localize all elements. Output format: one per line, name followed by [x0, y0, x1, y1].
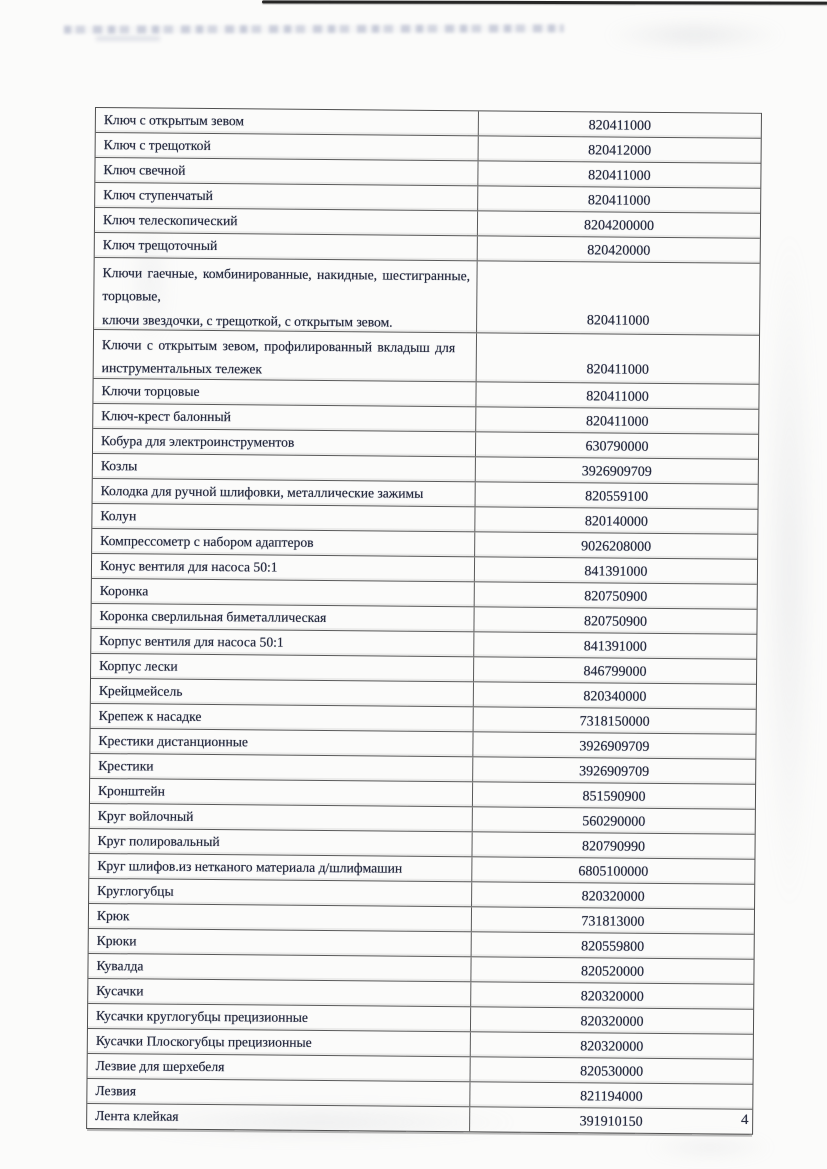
item-name-cell: [94, 258, 477, 332]
item-code: 820320000: [471, 882, 754, 908]
table-row: [94, 257, 760, 335]
item-name-cell: [91, 604, 473, 631]
item-name-cell: [88, 1004, 470, 1031]
item-code: 820411000: [476, 261, 760, 334]
item-name-cell: [95, 158, 477, 185]
item-name-line: Лента клейкая: [95, 1108, 179, 1124]
item-name-cell: [89, 854, 471, 881]
item-code: 820559800: [471, 932, 754, 958]
item-name-line: Круглогубцы: [97, 883, 174, 899]
item-code: 820420000: [477, 236, 760, 262]
item-code: 820520000: [470, 957, 753, 983]
item-code: 820411000: [475, 382, 758, 408]
item-name-cell: [96, 108, 478, 135]
item-code: 841391000: [474, 557, 757, 583]
item-code: 820320000: [470, 1007, 753, 1033]
item-name-line: ключи звездочки, с трещоткой, с открытым зевом.: [102, 311, 393, 330]
item-code: 820320000: [470, 982, 753, 1008]
item-code: 6805100000: [471, 857, 754, 883]
item-name-cell: [91, 629, 473, 656]
item-name-cell: [88, 1029, 470, 1056]
item-name-line: Компрессометр с набором адаптеров: [100, 533, 314, 550]
item-name-cell: [89, 929, 471, 956]
item-code: 9026208000: [474, 532, 757, 558]
item-name-cell: [95, 183, 477, 210]
item-code: 820790990: [471, 832, 754, 858]
item-code: 821194000: [469, 1082, 752, 1108]
item-name-cell: [87, 1104, 469, 1131]
item-name-cell: [91, 654, 473, 681]
item-name-line: Козлы: [100, 458, 138, 474]
bleed-through-smudge: [96, 36, 160, 41]
item-name-cell: [90, 729, 472, 756]
item-code: 7318150000: [473, 707, 756, 733]
item-code: 8204200000: [477, 211, 760, 237]
item-name-cell: [93, 479, 475, 506]
item-name-line: Ключи гаечные, комбинированные, накидные, шестигранные,: [102, 265, 471, 284]
item-name-line: Ключ свечной: [103, 162, 186, 178]
item-code: 820320000: [470, 1032, 753, 1058]
item-name-cell: [91, 679, 473, 706]
item-name-cell: [88, 954, 470, 981]
item-name-cell: [89, 904, 471, 931]
item-name-line: Коронка сверлильная биметаллическая: [99, 608, 327, 626]
item-code: 391910150: [469, 1107, 752, 1133]
item-name-line: Ключ-крест балонный: [101, 408, 231, 425]
item-code: 630790000: [475, 432, 758, 458]
item-name-cell: [90, 804, 472, 831]
item-name-cell: [96, 133, 478, 160]
item-name-line: Лезвие для шерхебеля: [95, 1058, 225, 1075]
item-name-cell: [87, 1079, 469, 1106]
item-code: 820411000: [477, 186, 760, 212]
item-code: 820140000: [474, 507, 757, 533]
item-name-line: Ключи торцовые: [101, 383, 200, 399]
item-code: 820340000: [473, 682, 756, 708]
item-name-cell: [93, 404, 475, 431]
item-code: 820411000: [478, 111, 761, 137]
item-code: 820750900: [474, 582, 757, 608]
item-name-cell: [90, 779, 472, 806]
item-code: 820411000: [475, 407, 758, 433]
item-name-line: Ключ ступенчатый: [103, 187, 214, 204]
item-code: 846799000: [473, 657, 756, 683]
item-name-line: Конус вентиля для насоса 50:1: [99, 558, 278, 575]
item-code: 3926909709: [472, 757, 755, 783]
item-name-line: Корпус вентиля для насоса 50:1: [99, 633, 284, 650]
item-code: 820750900: [473, 607, 756, 633]
scan-noise-blob: [620, 1130, 800, 1165]
item-name-cell: [90, 754, 472, 781]
item-name-cell: [95, 208, 477, 235]
item-name-line: Кусачки: [96, 983, 144, 999]
item-name-cell: [93, 429, 475, 456]
item-name-cell: [88, 1054, 470, 1081]
item-name-cell: [89, 879, 471, 906]
item-name-cell: [92, 554, 474, 581]
item-name-line: инструментальных тележек: [101, 360, 263, 377]
item-name-line: Крюки: [96, 933, 137, 949]
item-name-line: Круг шлифов.из нетканого материала д/шлифмашин: [97, 858, 403, 876]
item-code: 820412000: [478, 136, 761, 162]
item-name-cell: [93, 454, 475, 481]
item-name-line: Крестики: [98, 758, 154, 774]
item-name-line: Кобура для электроинструментов: [101, 433, 295, 450]
bleed-through-text: [64, 24, 564, 33]
item-name-cell: [92, 504, 474, 531]
item-name-cell: [91, 704, 473, 731]
item-code: 851590900: [472, 782, 755, 808]
item-name-cell: [92, 579, 474, 606]
scan-artifact-top-edge: [262, 0, 827, 4]
scan-noise-blob: [752, 90, 827, 1050]
item-name-line: торцовые,: [102, 288, 161, 304]
item-name-line: Кронштейн: [97, 783, 166, 799]
item-name-line: Крестики дистанционные: [98, 733, 248, 750]
item-name-cell: [88, 979, 470, 1006]
item-name-cell: [95, 233, 477, 260]
item-code: 560290000: [472, 807, 755, 833]
item-name-line: Ключ трещоточный: [102, 237, 218, 254]
item-code: 3926909709: [472, 732, 755, 758]
item-code: 3926909709: [475, 457, 758, 483]
item-name-line: Коронка: [99, 583, 149, 599]
item-name-line: Кувалда: [96, 958, 144, 974]
item-code: 820530000: [470, 1057, 753, 1083]
item-name-line: Ключи с открытым зевом, профилированный вкладыш для: [101, 337, 456, 356]
item-name-line: Круг полировальный: [97, 833, 220, 850]
item-name-line: Ключ телескопический: [102, 212, 238, 229]
item-code: 731813000: [471, 907, 754, 933]
item-name-line: Крепеж к насадке: [98, 708, 202, 724]
item-name-line: Крейцмейсель: [98, 683, 183, 699]
item-name-line: Колун: [100, 508, 137, 524]
item-name-cell: [89, 829, 471, 856]
item-code: 841391000: [473, 632, 756, 658]
item-code: 820559100: [475, 482, 758, 508]
table-row: [94, 329, 759, 384]
page-number: 4: [741, 1112, 749, 1128]
item-name-cell: [92, 529, 474, 556]
item-name-line: Корпус лески: [99, 658, 178, 674]
item-name-cell: [94, 330, 476, 381]
item-name-line: Лезвия: [95, 1083, 137, 1099]
item-name-cell: [93, 379, 475, 406]
item-code: 820411000: [477, 161, 760, 187]
item-name-line: Кусачки Плоскогубцы прецизионные: [95, 1033, 312, 1050]
item-name-line: Кусачки круглогубцы прецизионные: [96, 1008, 308, 1025]
scan-noise-blob: [570, 14, 820, 56]
item-name-line: Ключ с открытым зевом: [103, 112, 245, 129]
item-name-line: Круг войлочный: [97, 808, 194, 824]
item-name-line: Ключ с трещоткой: [103, 137, 211, 154]
tariff-code-table: [86, 107, 762, 1135]
item-name-line: Крюк: [96, 908, 130, 924]
item-name-line: Колодка для ручной шлифовки, металлические зажимы: [100, 483, 424, 501]
item-code: 820411000: [476, 333, 759, 383]
